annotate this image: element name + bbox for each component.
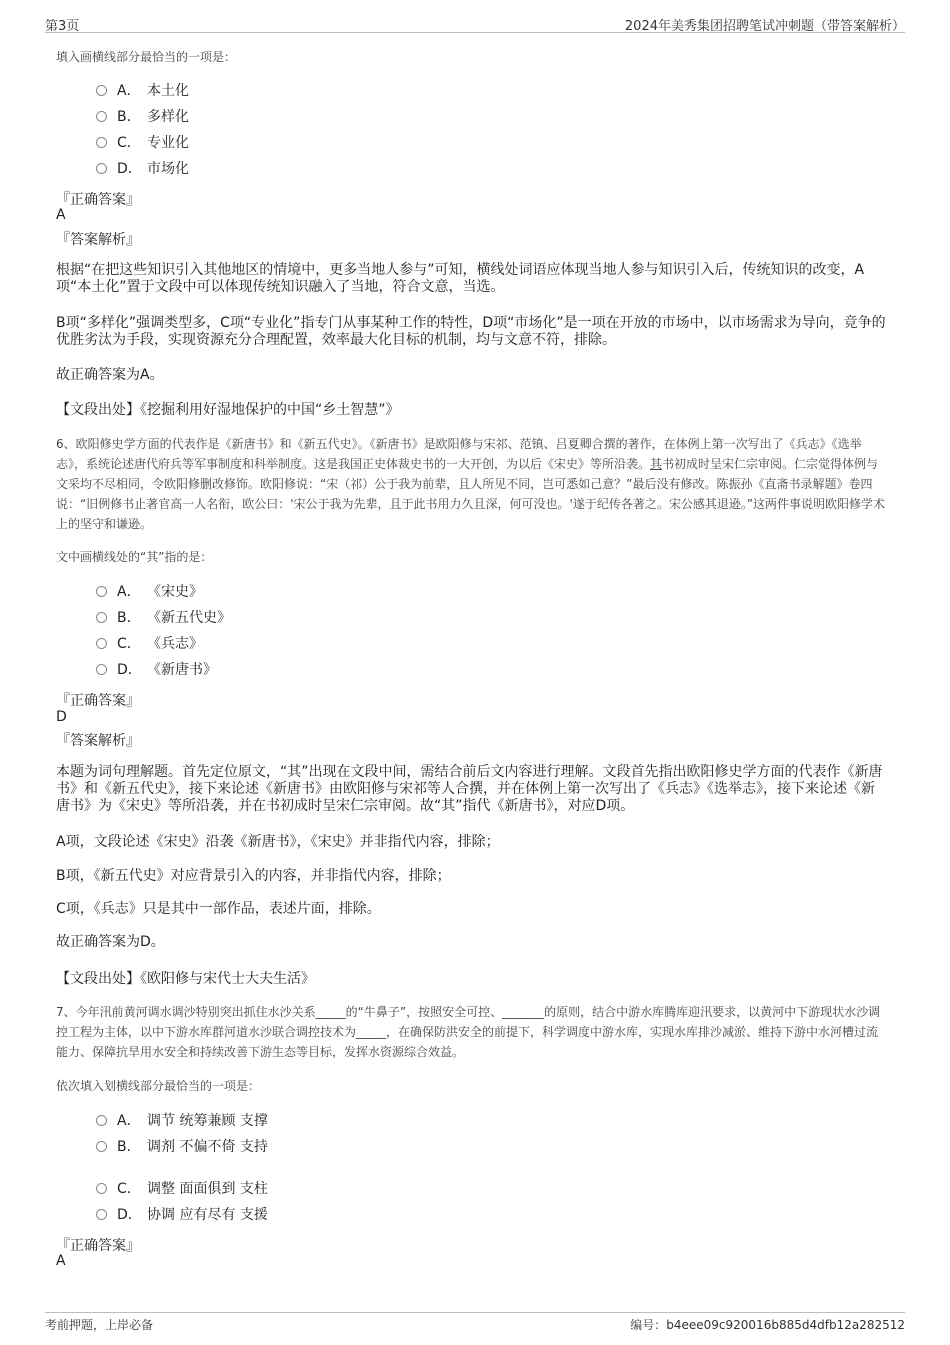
- radio-icon[interactable]: [96, 586, 107, 597]
- option-letter: A．: [117, 1113, 141, 1129]
- q7-prompt: 依次填入划横线部分最恰当的一项是：: [56, 1079, 261, 1093]
- q6-source: 【文段出处】《欧阳修与宋代士大夫生活》: [56, 971, 315, 987]
- page-header: [45, 14, 905, 33]
- option-text: 《新五代史》: [147, 610, 231, 626]
- radio-icon[interactable]: [96, 163, 107, 174]
- footer-slogan: 考前押题，上岸必备: [45, 1318, 154, 1332]
- q6-stem-before: 6、欧阳修史学方面的代表作是《新唐书》和《新五代史》。《新唐书》是欧阳修与宋祁、范镇、吕夏卿合撰的著作，在体例上第一次写出了《兵志》《选举志》，系统论述唐代府兵等军事制度和科举制度。这是我国正史体裁史书的一大开创，为以后《宋史》等所沿袭。: [56, 437, 862, 471]
- option-text: 《宋史》: [147, 584, 203, 600]
- q6-option-b[interactable]: [96, 609, 231, 627]
- option-text: 《新唐书》: [147, 662, 217, 678]
- q5-analysis-paragraph: 根据“在把这些知识引入其他地区的情境中，更多当地人参与”可知，横线处词语应体现当地人参与知识引入后，传统知识的改变，A项“本土化”置于文段中可以体现传统知识融入了当地，符合文意，当选。: [56, 262, 865, 295]
- q6-analysis-paragraph: 本题为词句理解题。首先定位原文，“其”出现在文段中间，需结合前后文内容进行理解。文段首先指出欧阳修史学方面的代表作《新唐书》和《新五代史》，接下来论述《新唐书》由欧阳修与宋祁等人合撰，并在体例上第一次写出了《兵志》《选举志》，接下来论述《新唐书》为《宋史》等所沿袭，并在书初成时呈宋仁宗审阅。故“其”指代《新唐书》，对应D项。: [56, 764, 883, 814]
- q6-answer: D: [56, 709, 67, 725]
- radio-icon[interactable]: [96, 612, 107, 623]
- option-text: 《兵志》: [147, 636, 203, 652]
- q5-option-c[interactable]: [96, 134, 189, 152]
- option-text: 调剂 不偏不倚 支持: [147, 1139, 268, 1155]
- q6-conclusion: 故正确答案为D。: [56, 934, 165, 950]
- q5-prompt: 填入画横线部分最恰当的一项是：: [56, 50, 237, 64]
- document-title: 2024年美秀集团招聘笔试冲刺题（带答案解析）: [624, 19, 905, 34]
- option-text: 多样化: [147, 109, 189, 125]
- option-text: 市场化: [147, 161, 189, 177]
- option-letter: D．: [117, 1207, 142, 1223]
- q6-stem: [56, 434, 886, 534]
- page-number: 第3页: [45, 19, 80, 34]
- q6-stem-underlined: 其: [650, 457, 663, 471]
- q6-answer-label: 『正确答案』: [56, 693, 140, 709]
- q6-prompt: 文中画横线处的“其”指的是：: [56, 550, 213, 564]
- q6-analysis-paragraph: A项，文段论述《宋史》沿袭《新唐书》，《宋史》并非指代内容，排除；: [56, 834, 500, 850]
- q5-analysis-paragraph: B项“多样化”强调类型多，C项“专业化”指专门从事某种工作的特性，D项“市场化”是一项在开放的市场中，以市场需求为导向，竞争的优胜劣汰为手段，实现资源充分合理配置，效率最大化目标的机制，均与文意不符，排除。: [56, 315, 886, 348]
- radio-icon[interactable]: [96, 1115, 107, 1126]
- q5-analysis-label: 『答案解析』: [56, 232, 140, 248]
- q7-answer: A: [56, 1253, 66, 1269]
- option-text: 专业化: [147, 135, 189, 151]
- q6-option-d[interactable]: [96, 661, 217, 679]
- option-letter: C．: [117, 636, 141, 652]
- q7-stem: 7、今年汛前黄河调水调沙特别突出抓住水沙关系_____的“牛鼻子”，按照安全可控、_______的原则，结合中游水库腾库迎汛要求，以黄河中下游现状水沙调控工程为主体，以中下游水库群河道水沙联合调控技术为_____，在确保防洪安全的前提下，科学调度中游水库，实现水库排沙减淤、维持下游中水河槽过流能力、保障抗旱用水安全和持续改善下游生态等目标，发挥水资源综合效益。: [56, 1005, 881, 1059]
- q5-conclusion: 故正确答案为A。: [56, 367, 164, 383]
- radio-icon[interactable]: [96, 137, 107, 148]
- option-letter: B．: [117, 610, 141, 626]
- radio-icon[interactable]: [96, 1141, 107, 1152]
- q7-option-c[interactable]: [96, 1180, 268, 1198]
- q5-option-a[interactable]: [96, 82, 189, 100]
- option-text: 本土化: [147, 83, 189, 99]
- q6-analysis-paragraph: B项，《新五代史》对应背景引入的内容，并非指代内容，排除；: [56, 868, 451, 884]
- q7-option-d[interactable]: [96, 1206, 268, 1224]
- radio-icon[interactable]: [96, 111, 107, 122]
- q7-option-a[interactable]: [96, 1112, 268, 1130]
- q5-answer: A: [56, 207, 66, 223]
- q6-analysis-paragraph: C项，《兵志》只是其中一部作品，表述片面，排除。: [56, 901, 381, 917]
- q7-option-b[interactable]: [96, 1138, 268, 1156]
- option-letter: D．: [117, 161, 142, 177]
- option-letter: C．: [117, 1181, 141, 1197]
- q5-option-b[interactable]: [96, 108, 189, 126]
- q6-option-a[interactable]: [96, 583, 203, 601]
- option-letter: A．: [117, 83, 141, 99]
- option-letter: A．: [117, 584, 141, 600]
- option-letter: C．: [117, 135, 141, 151]
- option-letter: D．: [117, 662, 142, 678]
- q5-answer-label: 『正确答案』: [56, 192, 140, 208]
- q6-stem-after: 书初成时呈宋仁宗审阅。仁宗觉得体例与文采均不尽相同，令欧阳修删改修饰。欧阳修说：“宋（祁）公于我为前辈，且人所见不同，岂可悉如己意？”最后没有修改。陈振孙《直斋书录解题》卷四说：“旧例修书止著官高一人名衔，欧公曰：'宋公于我为先辈，且于此书用力久且深，何可没也。'遂于纪传各著之。宋公感其退逊。”这两件事说明欧阳修学术上的坚守和谦逊。: [56, 457, 886, 531]
- q6-option-c[interactable]: [96, 635, 203, 653]
- q7-answer-label: 『正确答案』: [56, 1238, 140, 1254]
- option-text: 协调 应有尽有 支援: [147, 1207, 268, 1223]
- option-text: 调节 统筹兼顾 支撑: [147, 1113, 268, 1129]
- radio-icon[interactable]: [96, 638, 107, 649]
- option-text: 调整 面面俱到 支柱: [147, 1181, 268, 1197]
- q6-analysis-label: 『答案解析』: [56, 733, 140, 749]
- option-letter: B．: [117, 1139, 141, 1155]
- page-footer: [45, 1312, 905, 1333]
- q5-source: 【文段出处】《挖掘利用好湿地保护的中国“乡土智慧”》: [56, 402, 400, 418]
- option-letter: B．: [117, 109, 141, 125]
- radio-icon[interactable]: [96, 664, 107, 675]
- radio-icon[interactable]: [96, 1183, 107, 1194]
- q5-option-d[interactable]: [96, 160, 189, 178]
- radio-icon[interactable]: [96, 1209, 107, 1220]
- document-id: 编号：b4eee09c920016b885d4dfb12a282512: [630, 1318, 905, 1332]
- radio-icon[interactable]: [96, 85, 107, 96]
